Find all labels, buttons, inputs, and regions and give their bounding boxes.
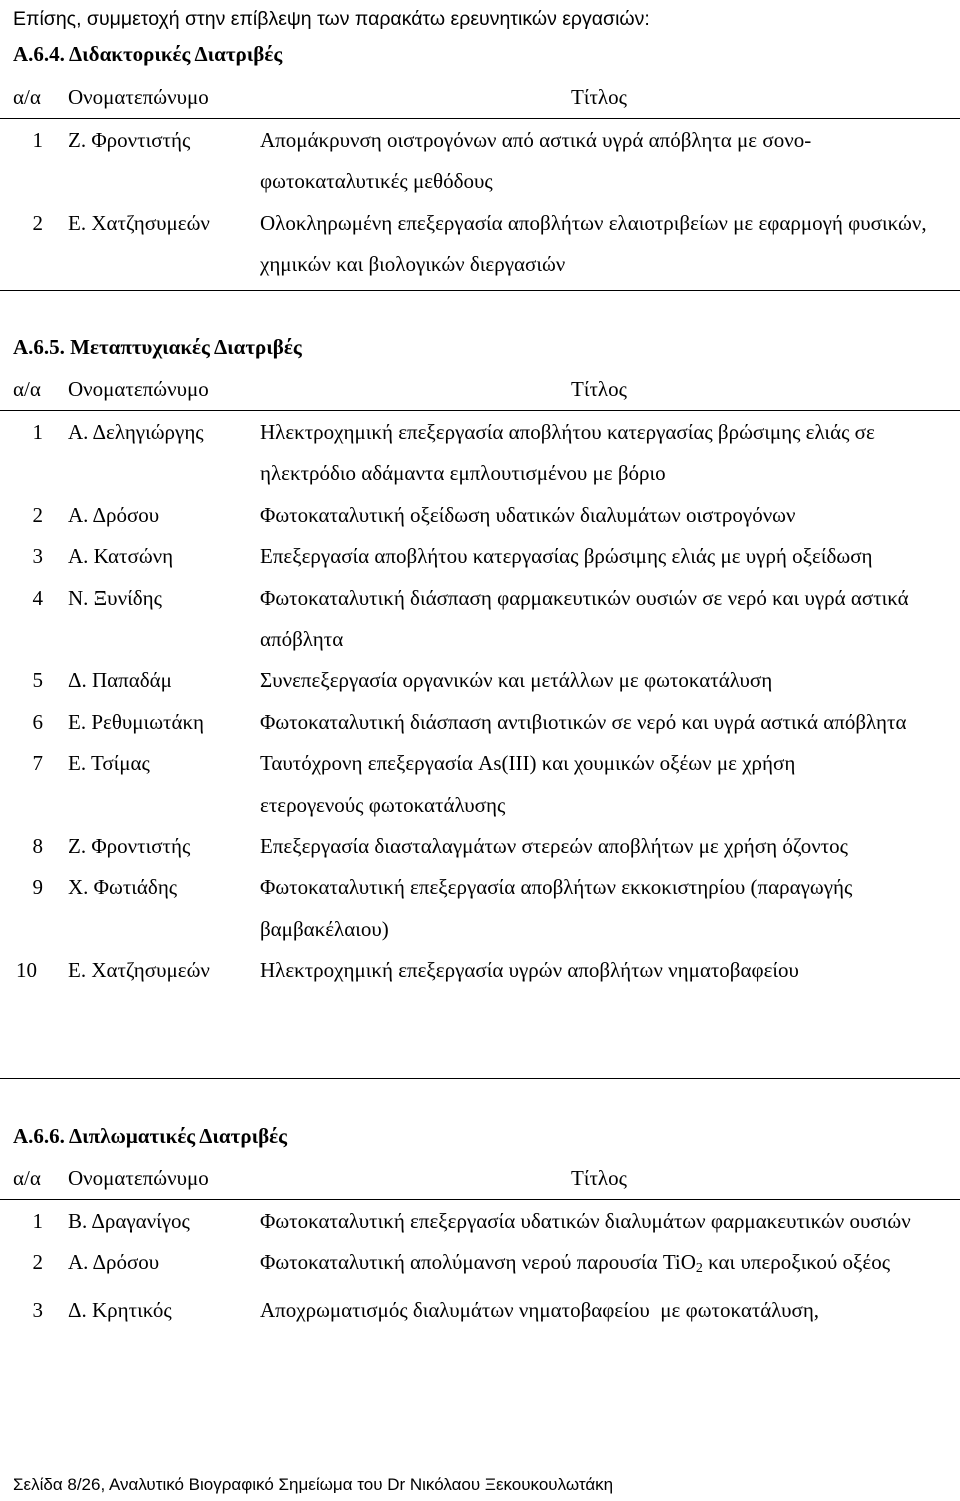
- table-row: [0, 412, 960, 495]
- table-row: [0, 203, 960, 286]
- row-title: Ολοκληρωμένη επεξεργασία αποβλήτων ελαιοτριβείων με εφαρμογή φυσικών, χημικών και βιολογικών διεργασιών: [260, 210, 927, 277]
- masters-rows: [0, 412, 960, 992]
- header-aa: α/α: [13, 85, 41, 109]
- row-title: Απομάκρυνση οιστρογόνων από αστικά υγρά απόβλητα με σονο-φωτοκαταλυτικές μεθόδους: [260, 128, 812, 194]
- row-number: 6: [32, 709, 43, 734]
- header-name: Ονοματεπώνυμο: [68, 377, 209, 401]
- row-name: Ζ. Φροντιστής: [68, 128, 191, 152]
- row-title: Φωτοκαταλυτική διάσπαση αντιβιοτικών σε νερό και υγρά αστικά απόβλητα: [260, 709, 907, 734]
- header-title: Τίτλος: [571, 377, 627, 401]
- table-header: [0, 76, 960, 119]
- row-number: 2: [32, 210, 43, 235]
- table-divider: [0, 1078, 960, 1079]
- table-header: [0, 368, 960, 411]
- row-name: Δ. Κρητικός: [68, 1297, 172, 1322]
- table-row: [0, 743, 960, 826]
- table-row: [0, 536, 960, 577]
- table-divider: [0, 290, 960, 291]
- row-title-part: Φωτοκαταλυτική απολύμανση νερού παρουσία TiO: [260, 1250, 696, 1275]
- row-number: 1: [32, 420, 43, 444]
- row-number: 8: [32, 834, 43, 859]
- header-name: Ονοματεπώνυμο: [68, 85, 209, 109]
- section-title-diploma: Α.6.6. Διπλωματικές Διατριβές: [13, 1124, 287, 1148]
- table-row: [0, 1242, 960, 1289]
- table-header: [0, 1157, 960, 1200]
- row-title: Επεξεργασία αποβλήτου κατεργασίας βρώσιμης ελιάς με υγρή οξείδωση: [260, 544, 873, 569]
- table-row: [0, 120, 960, 203]
- row-number: 9: [32, 875, 43, 900]
- row-title: Επεξεργασία διασταλαγμάτων στερεών αποβλήτων με χρήση όζοντος: [260, 834, 848, 859]
- row-title: Φωτοκαταλυτική οξείδωση υδατικών διαλυμάτων οιστρογόνων: [260, 502, 796, 527]
- row-name: Ε. Χατζησυμεών: [68, 210, 210, 235]
- row-name: Χ. Φωτιάδης: [68, 875, 178, 900]
- row-name: Ε. Ρεθυμιωτάκη: [68, 709, 205, 734]
- table-row: [0, 660, 960, 701]
- table-row: [0, 1290, 960, 1331]
- row-title-part: και υπεροξικού οξέος: [702, 1250, 891, 1275]
- header-aa: α/α: [13, 377, 41, 401]
- table-row: [0, 950, 960, 991]
- row-number: 3: [32, 544, 43, 569]
- row-name: Α. Δεληγιώργης: [68, 420, 204, 444]
- header-title: Τίτλος: [571, 1166, 627, 1190]
- row-name: Δ. Παπαδάμ: [68, 668, 172, 693]
- row-name: Ε. Χατζησυμεών: [68, 958, 210, 983]
- row-number: 4: [32, 585, 43, 610]
- row-number: 7: [32, 751, 43, 776]
- row-number: 10: [16, 958, 37, 983]
- row-name: Β. Δραγανίγος: [68, 1209, 190, 1233]
- row-title: Ταυτόχρονη επεξεργασία As(III) και χουμικών οξέων με χρήση ετερογενούς φωτοκατάλυσης: [260, 751, 796, 817]
- row-name: Ζ. Φροντιστής: [68, 834, 191, 859]
- intro-text: Επίσης, συμμετοχή στην επίβλεψη των παρακάτω ερευνητικών εργασιών:: [13, 8, 650, 30]
- page-footer: Σελίδα 8/26, Αναλυτικό Βιογραφικό Σημείωμα του Dr Νικόλαου Ξεκουκουλωτάκη: [13, 1475, 614, 1494]
- row-number: 1: [32, 1209, 43, 1233]
- row-number: 2: [32, 502, 43, 527]
- row-name: Α. Δρόσου: [68, 502, 160, 527]
- row-name: Α. Δρόσου: [68, 1250, 160, 1275]
- table-row: [0, 867, 960, 950]
- row-number: 1: [32, 128, 43, 152]
- table-row: [0, 702, 960, 743]
- diploma-rows: [0, 1201, 960, 1331]
- row-title: [260, 1242, 940, 1289]
- row-number: 3: [32, 1297, 43, 1322]
- row-title: Ηλεκτροχημική επεξεργασία αποβλήτου κατεργασίας βρώσιμης ελιάς σε ηλεκτρόδιο αδάμαντα εμπλουτισμένου με βόριο: [260, 420, 875, 486]
- table-row: [0, 1201, 960, 1242]
- row-name: Ν. Ξυνίδης: [68, 585, 162, 610]
- section-title-doctoral: Α.6.4. Διδακτορικές Διατριβές: [13, 42, 283, 66]
- subscript: 2: [695, 1261, 703, 1277]
- row-title: Φωτοκαταλυτική διάσπαση φαρμακευτικών ουσιών σε νερό και υγρά αστικά απόβλητα: [260, 585, 909, 652]
- section-title-masters: Α.6.5. Μεταπτυχιακές Διατριβές: [13, 335, 302, 359]
- header-title: Τίτλος: [571, 85, 627, 109]
- row-name: Α. Κατσώνη: [68, 544, 174, 569]
- row-title: Ηλεκτροχημική επεξεργασία υγρών αποβλήτων νηματοβαφείου: [260, 958, 799, 983]
- row-title: Φωτοκαταλυτική επεξεργασία αποβλήτων εκκοκιστηρίου (παραγωγής βαμβακέλαιου): [260, 875, 853, 941]
- table-row: [0, 495, 960, 536]
- header-name: Ονοματεπώνυμο: [68, 1166, 209, 1190]
- header-aa: α/α: [13, 1166, 41, 1190]
- row-title: Συνεπεξεργασία οργανικών και μετάλλων με φωτοκατάλυση: [260, 668, 773, 693]
- table-row: [0, 578, 960, 661]
- table-row: [0, 826, 960, 867]
- row-title: Φωτοκαταλυτική επεξεργασία υδατικών διαλυμάτων φαρμακευτικών ουσιών: [260, 1209, 911, 1233]
- row-title: Αποχρωματισμός διαλυμάτων νηματοβαφείου με φωτοκατάλυση,: [260, 1297, 820, 1322]
- row-name: Ε. Τσίμας: [68, 751, 150, 776]
- row-number: 2: [32, 1250, 43, 1275]
- row-number: 5: [32, 668, 43, 693]
- doctoral-rows: [0, 120, 960, 286]
